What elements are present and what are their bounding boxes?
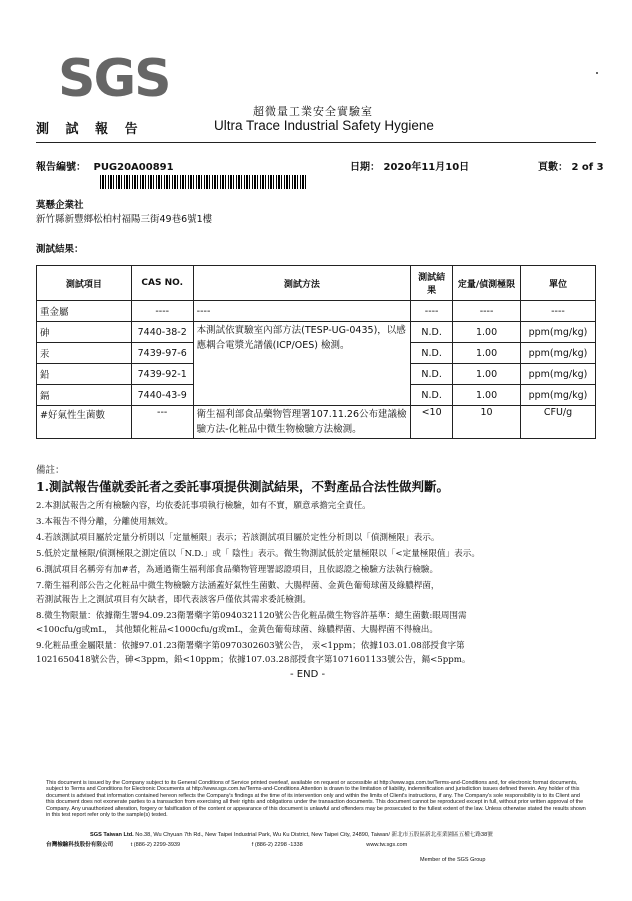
footer-company-en: SGS Taiwan Ltd. [90, 832, 134, 838]
note-9-cont: 1021650418號公告，砷<3ppm，鉛<10ppm；依據107.03.28部授食字第1071601133號公告，鎘<5ppm。 [36, 655, 471, 665]
note-4: 4.若該測試項目屬於定量分析則以「定量極限」表示；若該測試項目屬於定性分析則以「偵測極限」表示。 [36, 533, 440, 543]
cell-cas: --- [131, 406, 193, 439]
note-3: 3.本報告不得分離，分離使用無效。 [36, 517, 174, 527]
footer-tel: t (886-2) 2299-3939 [130, 842, 181, 848]
header-cas-no: CAS NO. [131, 266, 193, 301]
cell-result: ---- [411, 301, 453, 322]
cell-item: 汞 [37, 343, 132, 364]
note-1: 1.測試報告僅就委託者之委託事項提供測試結果，不對產品合法性做判斷。 [36, 479, 450, 494]
report-number-label: 報告編號： [36, 162, 86, 173]
scan-speck [596, 72, 598, 74]
cell-unit: ppm(mg/kg) [520, 364, 595, 385]
cell-limit: ---- [453, 301, 521, 322]
cell-item: #好氣性生菌數 [37, 406, 132, 439]
cell-cas: 7440-43-9 [131, 385, 193, 406]
footer-web: www.tw.sgs.com [366, 842, 408, 848]
cell-result: N.D. [411, 364, 453, 385]
cell-cas: 7439-97-6 [131, 343, 193, 364]
report-date-value: 2020年11月10日 [383, 162, 470, 173]
page-number-label: 頁數： [538, 162, 568, 173]
cell-limit: 1.00 [453, 385, 521, 406]
footer-fax: f (886-2) 2298 -1338 [251, 842, 303, 848]
report-number [36, 158, 174, 173]
cell-unit: ---- [520, 301, 595, 322]
report-title: 測 試 報 告 [36, 122, 144, 137]
report-barcode [100, 175, 306, 189]
footer-address-line [46, 830, 493, 838]
notes-label: 備註： [36, 465, 65, 476]
note-9: 9.化粧品重金屬限量：依據97.01.23衛署藥字第0970302603號公告， 汞<1ppm；依據103.01.08部授食字第 [36, 641, 465, 651]
report-date [350, 158, 469, 173]
cell-unit: CFU/g [520, 406, 595, 439]
cell-unit: ppm(mg/kg) [520, 322, 595, 343]
footer-company-zh: 台灣檢驗科技股份有限公司 [46, 842, 114, 848]
results-table [36, 265, 596, 439]
header-limit: 定量/偵測極限 [453, 266, 521, 301]
footer-contact-line [46, 840, 407, 848]
header-test-item: 測試項目 [37, 266, 132, 301]
note-8: 8.微生物限量：依據衛生署94.09.23衛署藥字第0940321120號公告化粧品微生物容許基準：總生菌數:眼周围需 [36, 611, 467, 621]
table-row [37, 322, 596, 343]
sgs-logo-text: SGS [58, 49, 170, 109]
cell-result: N.D. [411, 322, 453, 343]
cell-cas: ---- [131, 301, 193, 322]
cell-limit: 1.00 [453, 322, 521, 343]
cell-result: N.D. [411, 385, 453, 406]
note-2: 2.本測試報告之所有檢驗內容，均依委託事項執行檢驗，如有不實，願意承擔完全責任。 [36, 501, 371, 511]
cell-method: 衛生福利部食品藥物管理署107.11.26公布建議檢驗方法-化粧品中微生物檢驗方法檢測。 [193, 406, 411, 439]
table-row [37, 406, 596, 439]
footer-address-zh: 新北市五股區新北產業園區五權七路38號 [391, 832, 493, 838]
cell-metal-method: 本測試依實驗室內部方法(TESP-UG-0435)，以感應耦合電漿光譜儀(ICP/OES) 檢測。 [193, 322, 411, 406]
lab-name-en: Ultra Trace Industrial Safety Hygiene [214, 118, 434, 133]
note-5: 5.低於定量極限/偵測極限之測定值以「N.D.」或「 陰性」表示。微生物測試低於定量極限以「<定量極限值」表示。 [36, 549, 480, 559]
cell-result: N.D. [411, 343, 453, 364]
cell-cas: 7439-92-1 [131, 364, 193, 385]
end-marker: - END - [290, 669, 326, 680]
header-unit: 單位 [520, 266, 595, 301]
cell-cas: 7440-38-2 [131, 322, 193, 343]
cell-item: 重金屬 [37, 301, 132, 322]
report-number-value: PUG20A00891 [93, 162, 174, 173]
header-test-method: 測試方法 [193, 266, 411, 301]
table-row [37, 301, 596, 322]
cell-limit: 10 [453, 406, 521, 439]
lab-name-zh: 超微量工業安全實驗室 [253, 105, 373, 118]
table-header-row [37, 266, 596, 301]
note-7-cont: 若測試報告上之測試項目有欠缺者，即代表該客戶僅依其需求委託檢測。 [36, 595, 312, 605]
client-name: 莫懸企業社 [36, 200, 84, 211]
cell-item: 砷 [37, 322, 132, 343]
page-number [538, 158, 604, 173]
footer-address-en: No.38, Wu Chyuan 7th Rd., New Taipei Industrial Park, Wu Ku District, New Taipei City, 24890, Taiwan/ [135, 832, 390, 838]
client-address: 新竹縣新豐鄉松柏村福陽三街49巷6號1樓 [36, 214, 213, 225]
report-date-label: 日期： [350, 162, 380, 173]
cell-unit: ppm(mg/kg) [520, 385, 595, 406]
cell-unit: ppm(mg/kg) [520, 343, 595, 364]
header-divider [36, 142, 596, 143]
cell-limit: 1.00 [453, 343, 521, 364]
note-7: 7.衛生福利部公告之化粧品中微生物檢驗方法涵蓋好氣性生菌數、大腸桿菌、金黃色葡萄球菌及綠膿桿菌， [36, 581, 440, 591]
footer-disclaimer: This document is issued by the Company subject to its General Conditions of Service printed overleaf, available on request or accessible at http://www.sgs.com.tw/Terms-and-Conditions and, for electronic format documents, subject to Terms and Conditions for Electronic Documents at http://www.sgs.com.tw/Terms-and-Conditions.Attention is drawn to the limitation of liability, indemnification and jurisdiction issues defined therein. Any holder of this document is advised that information contained hereon reflects the Company's findings at the time of its intervention only and within the limits of Client's instructions, if any. The Company's sole responsibility is to its Client and this document does not exonerate parties to a transaction from exercising all their rights and obligations under the transaction documents. This document cannot be reproduced except in full, without prior written approval of the Company. Any unauthorized alteration, forgery or falsification of the content or appearance of this document is unlawful and offenders may be prosecuted to the fullest extent of the law. Unless otherwise stated the results shown in this test report refer only to the sample(s) tested. [46, 780, 586, 819]
header-result: 測試結果 [411, 266, 453, 301]
cell-result: <10 [411, 406, 453, 439]
cell-method: ---- [193, 301, 411, 322]
note-8-cont: <100cfu/g或mL， 其他類化粧品<1000cfu/g或mL，金黃色葡萄球菌、綠膿桿菌、大腸桿菌不得檢出。 [36, 625, 438, 635]
sgs-logo [58, 49, 170, 109]
note-6: 6.測試項目名稱旁有加#者，為通過衛生福利部食品藥物管理署認證項目，且依認證之檢驗方法執行檢驗。 [36, 565, 439, 575]
cell-item: 鉛 [37, 364, 132, 385]
cell-limit: 1.00 [453, 364, 521, 385]
page-number-value: 2 of 3 [571, 162, 604, 173]
cell-item: 鎘 [37, 385, 132, 406]
results-label: 測試結果： [36, 244, 84, 255]
footer-member: Member of the SGS Group [420, 857, 486, 863]
